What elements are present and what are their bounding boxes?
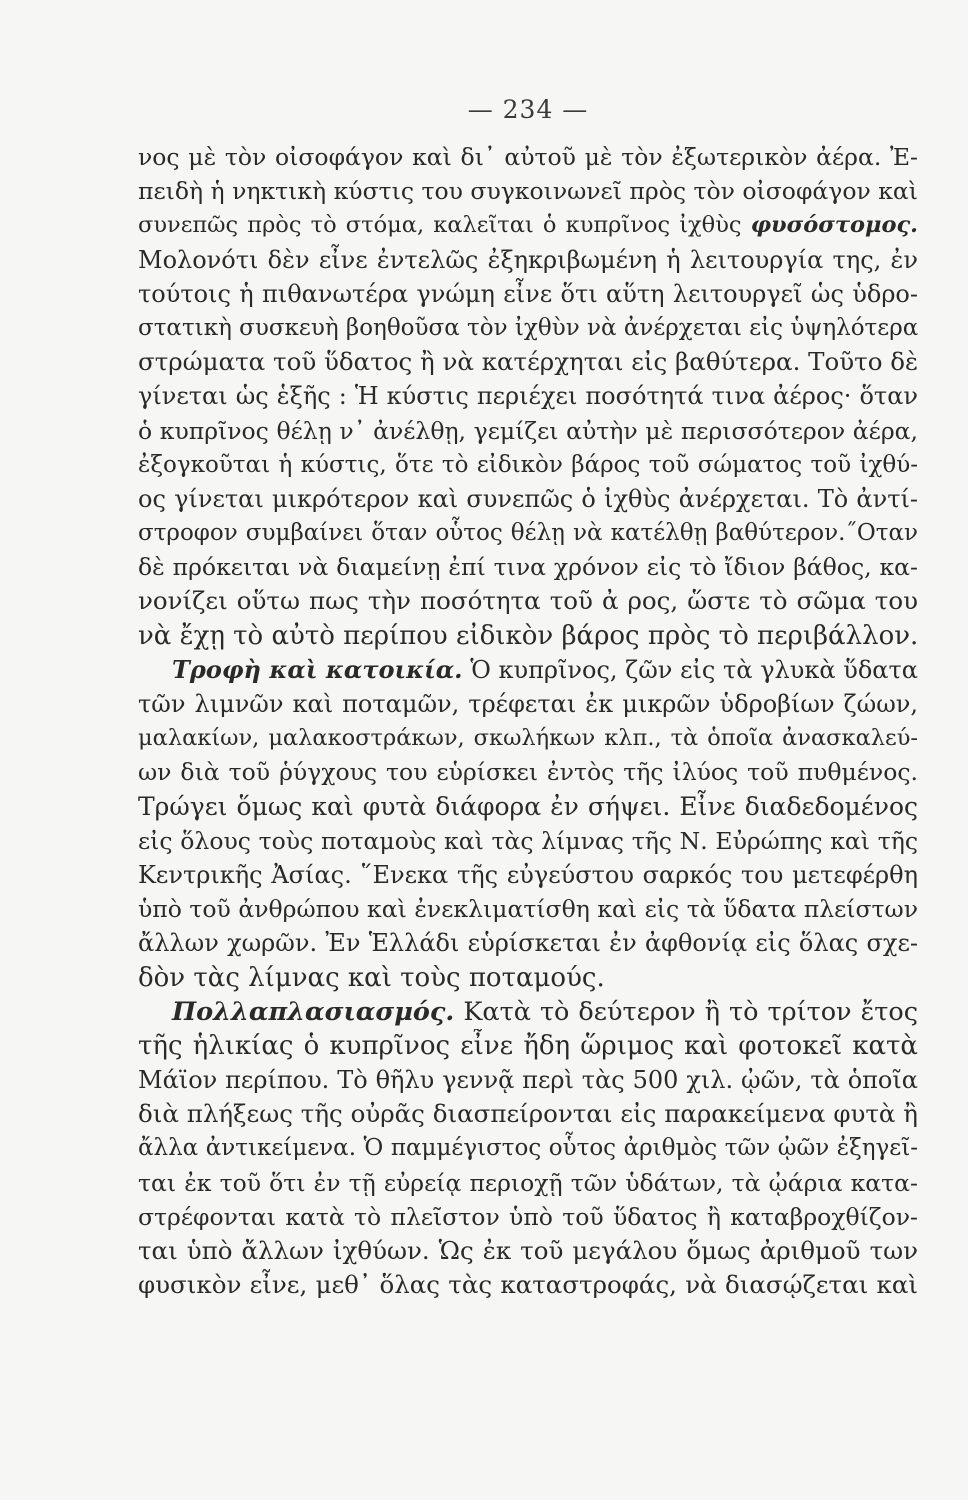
text-run: εἰς ὅλους τοὺς ποταμοὺς καὶ τὰς λίμνας τῆς Ν. Εὐρώπης καὶ τῆς <box>138 826 918 855</box>
emphasized-term: φυσόστομος. <box>750 212 918 239</box>
text-run: στατικὴ συσκευὴ βοηθοῦσα τὸν ἰχθὺν νὰ ἀνέρχεται εἰς ὑψηλότερα <box>138 314 918 341</box>
book-page <box>138 88 918 1302</box>
text-run: ται ἐκ τοῦ ὅτι ἐν τῇ εὐρείᾳ περιοχῇ τῶν ὑδάτων, τὰ ᾠάρια κατα- <box>138 1168 918 1197</box>
text-run: νὰ ἔχῃ τὸ αὐτὸ περίπου εἰδικὸν βάρος πρὸς τὸ περιβάλλον. <box>138 620 918 651</box>
text-line <box>138 961 918 995</box>
text-line <box>138 345 918 379</box>
text-line <box>138 208 918 242</box>
text-run: γίνεται ὡς ἑξῆς : Ἡ κύστις περιέχει ποσότητά τινα ἀέρος· ὅταν <box>138 382 918 411</box>
text-run: Μολονότι δὲν εἶνε ἐντελῶς ἐξηκριβωμένη ἡ λειτουργία της, ἐν <box>138 245 918 274</box>
text-line <box>138 824 918 858</box>
text-run: δὲ πρόκειται νὰ διαμείνῃ ἐπί τινα χρόνον εἰς τὸ ἴδιον βάθος, κα- <box>138 553 918 582</box>
text-line <box>138 721 918 755</box>
emphasized-term: Τροφὴ καὶ κατοικία. <box>172 654 463 684</box>
text-line <box>138 174 918 208</box>
text-run: διὰ πλήξεως τῆς οὐρᾶς διασπείρονται εἰς παρακείμενα φυτὰ ἢ <box>138 1099 918 1129</box>
text-run: τῶν λιμνῶν καὶ ποταμῶν, τρέφεται ἐκ μικρῶν ὑδροβίων ζώων, <box>138 690 918 718</box>
text-run: Κατὰ τὸ δεύτερον ἢ τὸ τρίτον ἔτος <box>454 996 918 1027</box>
text-line <box>138 584 918 618</box>
text-line <box>138 140 918 174</box>
text-line <box>138 277 918 311</box>
text-run: Μάϊον περίπου. Τὸ θῆλυ γεννᾷ περὶ τὰς 500 χιλ. ᾠῶν, τὰ ὁποῖα <box>138 1066 918 1095</box>
text-line <box>138 653 918 687</box>
text-line <box>138 379 918 413</box>
text-run: Ὁ κυπρῖνος, ζῶν εἰς τὰ γλυκὰ ὕδατα <box>462 655 918 684</box>
text-line <box>138 687 918 721</box>
text-run: ται ὑπὸ ἄλλων ἰχθύων. Ὡς ἐκ τοῦ μεγάλου ὅμως ἀριθμοῦ των <box>138 1236 918 1265</box>
body-text <box>138 140 918 1302</box>
text-run: Κεντρικῆς Ἀσίας. ῞Ενεκα τῆς εὐγεύστου σαρκός του μετεφέρθη <box>138 860 918 889</box>
text-line <box>138 892 918 926</box>
text-line <box>138 995 918 1029</box>
text-run: στροφον συμβαίνει ὅταν οὗτος θέλῃ νὰ κατέλθῃ βαθύτερον.˝Οταν <box>138 520 918 547</box>
text-run: τούτοις ἡ πιθανωτέρα γνώμη εἶνε ὅτι αὕτη λειτουργεῖ ὡς ὑδρο- <box>138 279 918 308</box>
text-run: ος γίνεται μικρότερον καὶ συνεπῶς ὁ ἰχθὺς ἀνέρχεται. Τὸ ἀντί- <box>138 484 918 513</box>
text-line <box>138 1166 918 1200</box>
text-line <box>138 858 918 892</box>
text-run: μαλακίων, μαλακοστράκων, σκωλήκων κλπ., τὰ ὁποῖα ἀνασκαλεύ- <box>138 725 918 752</box>
text-line <box>138 1200 918 1234</box>
text-run: ὑπὸ τοῦ ἀνθρώπου καὶ ἐνεκλιματίσθη καὶ εἰς τὰ ὕδατα πλείστων <box>138 895 918 924</box>
text-run: πειδὴ ἡ νηκτικὴ κύστις του συγκοινωνεῖ πρὸς τὸν οἰσοφάγον καὶ <box>138 177 918 206</box>
text-line <box>138 311 918 345</box>
text-run: ἐξογκοῦται ἡ κύστις, ὅτε τὸ εἰδικὸν βάρος τοῦ σώματος τοῦ ἰχθύ- <box>138 451 918 478</box>
text-run: νονίζει οὕτω πως τὴν ποσότητα τοῦ ἀ ρος, ὥστε τὸ σῶμα του <box>138 586 918 616</box>
text-line <box>138 790 918 824</box>
text-line <box>138 755 918 789</box>
text-line <box>138 1097 918 1131</box>
emphasized-term: Πολλαπλασιασμός. <box>172 996 455 1027</box>
text-run: φυσικὸν εἶνε, μεθ᾿ ὅλας τὰς καταστροφάς, νὰ διασῴζεται καὶ <box>138 1270 918 1300</box>
text-line <box>138 1131 918 1165</box>
text-run: στρώματα τοῦ ὕδατος ἢ νὰ κατέρχηται εἰς βαθύτερα. Τοῦτο δὲ <box>138 347 918 377</box>
text-line <box>138 926 918 960</box>
page-number: — 234 — <box>467 95 589 124</box>
text-line <box>138 414 918 448</box>
text-run: ἄλλα ἀντικείμενα. Ὁ παμμέγιστος οὗτος ἀριθμὸς τῶν ᾠῶν ἐξηγεῖ- <box>138 1135 918 1162</box>
text-run: ἄλλων χωρῶν. Ἐν Ἑλλάδι εὑρίσκεται ἐν ἀφθονίᾳ εἰς ὅλας σχε- <box>138 929 918 958</box>
text-line <box>138 448 918 482</box>
text-line <box>138 550 918 584</box>
text-run: Τρώγει ὅμως καὶ φυτὰ διάφορα ἐν σήψει. Εἶνε διαδεδομένος <box>138 791 918 821</box>
text-line <box>138 619 918 653</box>
text-run: ων διὰ τοῦ ῥύγχους του εὑρίσκει ἐντὸς τῆς ἰλύος τοῦ πυθμένος. <box>138 758 918 787</box>
text-line <box>138 482 918 516</box>
text-line <box>138 1063 918 1097</box>
text-run: ὁ κυπρῖνος θέλῃ ν᾿ ἀνέλθῃ, γεμίζει αὐτὴν μὲ περισσότερον ἀέρα, <box>138 416 918 445</box>
text-run: τῆς ἡλικίας ὁ κυπρῖνος εἶνε ἤδη ὥριμος καὶ φοτοκεῖ κατὰ <box>138 1030 918 1061</box>
text-run: στρέφονται κατὰ τὸ πλεῖστον ὑπὸ τοῦ ὕδατος ἢ καταβροχθίζον- <box>138 1202 918 1231</box>
text-line <box>138 516 918 550</box>
text-line <box>138 1029 918 1063</box>
text-run: δὸν τὰς λίμνας καὶ τοὺς ποταμούς. <box>138 962 605 993</box>
text-line <box>138 1268 918 1302</box>
text-line <box>138 243 918 277</box>
text-line <box>138 1234 918 1268</box>
text-run: συνεπῶς πρὸς τὸ στόμα, καλεῖται ὁ κυπρῖνος ἰχθὺς <box>138 212 751 239</box>
text-run: νος μὲ τὸν οἰσοφάγον καὶ δι᾿ αὐτοῦ μὲ τὸν ἐξωτερικὸν ἀέρα. Ἐ- <box>138 143 918 171</box>
